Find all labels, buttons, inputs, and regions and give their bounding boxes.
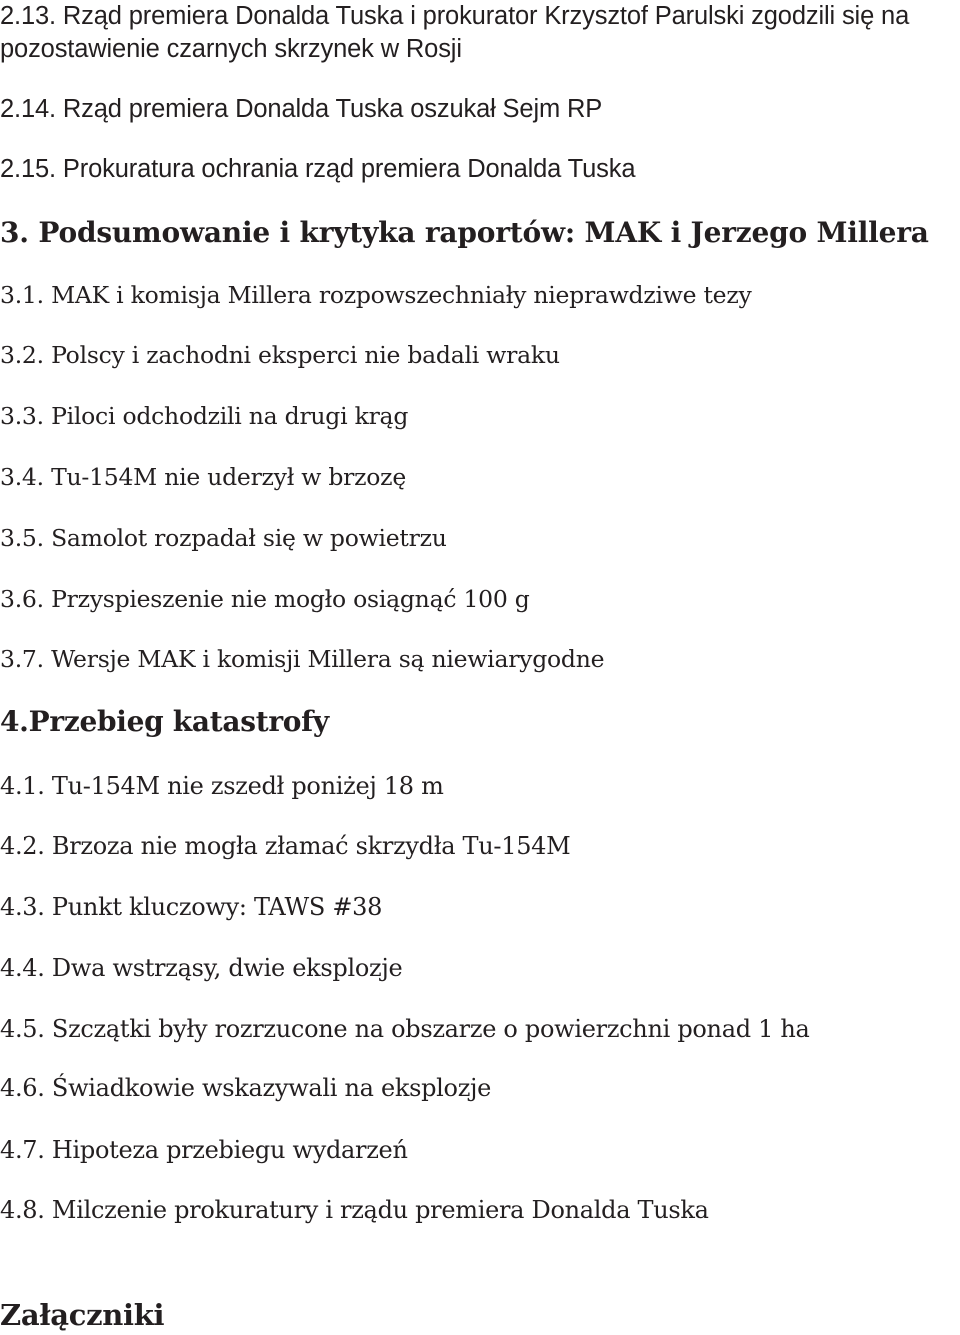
toc-entry-4-7: 4.7. Hipoteza przebiegu wydarzeń: [0, 1136, 408, 1164]
section-heading-3: 3. Podsumowanie i krytyka raportów: MAK i Jerzego Millera: [0, 216, 929, 249]
toc-entry-3-3: 3.3. Piloci odchodzili na drugi krąg: [0, 402, 409, 430]
toc-entry-2-14: 2.14. Rząd premiera Donalda Tuska oszukał Sejm RP: [0, 95, 603, 123]
toc-entry-3-6: 3.6. Przyspieszenie nie mogło osiągnąć 100 g: [0, 585, 530, 613]
toc-entry-4-2: 4.2. Brzoza nie mogła złamać skrzydła Tu-154M: [0, 832, 571, 860]
attachments-heading: Załączniki: [0, 1298, 165, 1332]
toc-entry-3-5: 3.5. Samolot rozpadał się w powietrzu: [0, 524, 447, 552]
toc-entry-2-13: 2.13. Rząd premiera Donalda Tuska i prokurator Krzysztof Parulski zgodzili się na: [0, 2, 910, 30]
toc-entry-3-7: 3.7. Wersje MAK i komisji Millera są niewiarygodne: [0, 645, 605, 673]
toc-entry-4-5: 4.5. Szczątki były rozrzucone na obszarze o powierzchni ponad 1 ha: [0, 1015, 810, 1043]
toc-entry-3-4: 3.4. Tu-154M nie uderzył w brzozę: [0, 463, 406, 491]
toc-entry-4-4: 4.4. Dwa wstrząsy, dwie eksplozje: [0, 954, 403, 982]
toc-entry-3-2: 3.2. Polscy i zachodni eksperci nie badali wraku: [0, 341, 560, 369]
toc-entry-4-6: 4.6. Świadkowie wskazywali na eksplozje: [0, 1074, 492, 1102]
toc-entry-4-3: 4.3. Punkt kluczowy: TAWS #38: [0, 893, 383, 921]
toc-entry-3-1: 3.1. MAK i komisja Millera rozpowszechniały nieprawdziwe tezy: [0, 281, 752, 309]
toc-entry-4-8: 4.8. Milczenie prokuratury i rządu premiera Donalda Tuska: [0, 1196, 709, 1224]
toc-entry-2-13-continued: pozostawienie czarnych skrzynek w Rosji: [0, 35, 462, 63]
toc-entry-2-15: 2.15. Prokuratura ochrania rząd premiera Donalda Tuska: [0, 155, 636, 183]
section-heading-4: 4.Przebieg katastrofy: [0, 705, 329, 738]
toc-entry-4-1: 4.1. Tu-154M nie zszedł poniżej 18 m: [0, 772, 444, 800]
